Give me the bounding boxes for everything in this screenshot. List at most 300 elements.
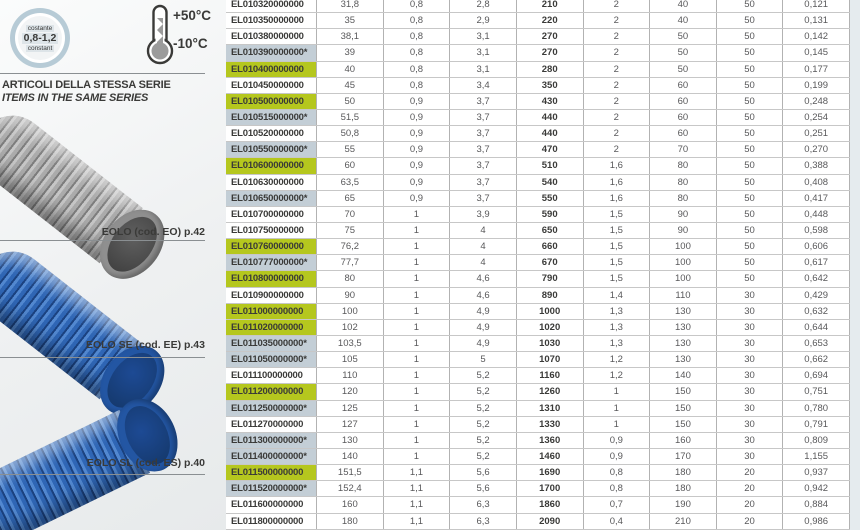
product-caption-eolo: EOLO (cod. EO) p.42 [101,226,205,238]
value-cell: 60 [649,94,716,109]
value-cell: 270 [516,29,583,44]
table-row [226,239,850,255]
table-row [226,384,850,400]
table-row [226,320,850,336]
value-cell: 2 [583,110,650,125]
table-row [226,465,850,481]
value-cell: 30 [716,401,783,416]
series-heading-en: ITEMS IN THE SAME SERIES [2,92,149,104]
value-cell: 150 [649,417,716,432]
value-cell: 30 [716,384,783,399]
value-cell: 0,251 [782,126,850,141]
value-cell: 50 [716,110,783,125]
table-row [226,417,850,433]
value-cell: 60 [649,78,716,93]
value-cell: 2 [583,126,650,141]
value-cell: 0,121 [782,0,850,12]
value-cell: 890 [516,288,583,303]
product-code-cell: EL010760000000 [226,239,316,254]
value-cell: 0,248 [782,94,850,109]
value-cell: 150 [649,384,716,399]
table-row [226,142,850,158]
value-cell: 45 [316,78,383,93]
value-cell: 1 [383,368,450,383]
value-cell: 0,809 [782,433,850,448]
value-cell: 2 [583,94,650,109]
table-row [226,352,850,368]
value-cell: 1 [583,417,650,432]
product-code-cell: EL010900000000 [231,289,304,301]
value-cell: 50 [716,255,783,270]
value-cell: 150 [649,401,716,416]
value-cell: 0,408 [782,175,850,190]
value-cell: 1 [383,417,450,432]
value-cell: 0,662 [782,352,850,367]
product-caption-eolo-sl: EOLO SL (cod. ES) p.40 [86,457,205,469]
value-cell: 1 [383,304,450,319]
value-cell: 0,9 [383,110,450,125]
product-code-cell: EL010320000000 [231,0,304,11]
value-cell: 1,1 [383,497,450,512]
product-code-cell: EL011300000000* [226,433,316,448]
table-row [226,0,850,13]
product-code-cell: EL011035000000* [226,336,316,351]
table-row [226,255,850,271]
value-cell: 1,2 [583,368,650,383]
value-cell: 440 [516,110,583,125]
product-caption-eolo-se: EOLO SE (cod. EE) p.43 [85,339,205,351]
value-cell: 80 [649,158,716,173]
value-cell: 30 [716,368,783,383]
product-code-cell: EL010500000000 [226,94,316,109]
value-cell: 1 [583,384,650,399]
value-cell: 0,617 [782,255,850,270]
value-cell: 1 [383,449,450,464]
series-heading [2,79,171,105]
value-cell: 20 [716,465,783,480]
value-cell: 77,7 [316,255,383,270]
value-cell: 63,5 [316,175,383,190]
table-row [226,207,850,223]
value-cell: 0,942 [782,481,850,496]
value-cell: 0,9 [583,433,650,448]
value-cell: 0,9 [383,142,450,157]
value-cell: 3,7 [449,175,516,190]
value-cell: 90 [316,288,383,303]
value-cell: 1310 [516,401,583,416]
value-cell: 0,417 [782,191,850,206]
value-cell: 35 [316,13,383,28]
value-cell: 40 [316,62,383,77]
value-cell: 160 [316,497,383,512]
value-cell: 55 [316,142,383,157]
badge-value: 0,8-1,2 [23,31,57,44]
value-cell: 1 [383,320,450,335]
value-cell: 70 [316,207,383,222]
constant-pressure-badge [10,8,70,68]
value-cell: 1 [383,239,450,254]
value-cell: 50,8 [316,126,383,141]
value-cell: 1,3 [583,304,650,319]
value-cell: 510 [516,158,583,173]
value-cell: 80 [649,175,716,190]
table-row [226,62,850,78]
value-cell: 4 [449,223,516,238]
value-cell: 5,6 [449,481,516,496]
value-cell: 2 [583,78,650,93]
value-cell: 31,8 [316,0,383,12]
value-cell: 50 [316,94,383,109]
value-cell: 0,177 [782,62,850,77]
value-cell: 50 [716,94,783,109]
table-row [226,110,850,126]
value-cell: 50 [716,0,783,12]
value-cell: 1070 [516,352,583,367]
value-cell: 0,9 [383,175,450,190]
value-cell: 110 [316,368,383,383]
value-cell: 50 [716,239,783,254]
value-cell: 50 [716,191,783,206]
value-cell: 4 [449,239,516,254]
table-row [226,126,850,142]
table-row [226,368,850,384]
value-cell: 1,5 [583,255,650,270]
value-cell: 100 [316,304,383,319]
value-cell: 0,9 [583,449,650,464]
value-cell: 105 [316,352,383,367]
value-cell: 3,7 [449,94,516,109]
value-cell: 0,632 [782,304,850,319]
temperature-min-label: -10°C [173,36,208,51]
badge-ring [15,13,65,63]
value-cell: 4,9 [449,336,516,351]
value-cell: 1160 [516,368,583,383]
value-cell: 151,5 [316,465,383,480]
table-row [226,433,850,449]
value-cell: 790 [516,271,583,286]
product-code-cell: EL011100000000 [231,370,303,382]
value-cell: 2 [583,29,650,44]
product-code-cell: EL011020000000 [226,320,316,335]
table-row [226,481,850,497]
value-cell: 1,4 [583,288,650,303]
value-cell: 590 [516,207,583,222]
badge-inner [18,16,62,60]
table-row [226,191,850,207]
value-cell: 0,606 [782,239,850,254]
value-cell: 30 [716,417,783,432]
value-cell: 30 [716,288,783,303]
product-code-cell: EL011000000000 [226,304,316,319]
divider [0,240,205,241]
value-cell: 1,3 [583,336,650,351]
value-cell: 1,6 [583,175,650,190]
value-cell: 660 [516,239,583,254]
value-cell: 540 [516,175,583,190]
value-cell: 130 [316,433,383,448]
product-code-cell: EL011600000000 [231,499,304,511]
value-cell: 30 [716,336,783,351]
value-cell: 5,2 [449,449,516,464]
value-cell: 0,9 [383,158,450,173]
table-row [226,401,850,417]
product-code-cell: EL010400000000 [226,62,316,77]
value-cell: 1 [383,401,450,416]
value-cell: 0,8 [583,481,650,496]
value-cell: 0,9 [383,94,450,109]
value-cell: 90 [649,223,716,238]
product-code-cell: EL010800000000 [226,271,316,286]
value-cell: 1,1 [383,514,450,529]
value-cell: 50 [716,271,783,286]
value-cell: 160 [649,433,716,448]
value-cell: 100 [649,239,716,254]
value-cell: 180 [316,514,383,529]
value-cell: 1 [383,288,450,303]
value-cell: 0,791 [782,417,850,432]
product-code-cell: EL010750000000 [231,225,304,237]
value-cell: 38,1 [316,29,383,44]
table-row [226,497,850,513]
value-cell: 180 [649,465,716,480]
value-cell: 3,7 [449,142,516,157]
value-cell: 1690 [516,465,583,480]
value-cell: 50 [716,62,783,77]
product-code-cell: EL010650000000* [226,191,316,206]
value-cell: 5 [449,352,516,367]
value-cell: 3,1 [449,29,516,44]
value-cell: 3,4 [449,78,516,93]
value-cell: 5,2 [449,433,516,448]
value-cell: 130 [649,336,716,351]
value-cell: 1 [383,384,450,399]
product-code-cell: EL010450000000 [231,79,304,91]
value-cell: 140 [316,449,383,464]
value-cell: 50 [649,62,716,77]
badge-label-bottom: constant [27,44,53,52]
value-cell: 100 [649,255,716,270]
value-cell: 0,8 [383,62,450,77]
value-cell: 1,1 [383,481,450,496]
value-cell: 1,155 [782,449,850,464]
value-cell: 1 [383,336,450,351]
product-code-cell: EL011400000000* [226,449,316,464]
table-row [226,288,850,304]
product-code-cell: EL010520000000 [231,128,304,140]
value-cell: 2 [583,62,650,77]
value-cell: 1020 [516,320,583,335]
value-cell: 5,2 [449,417,516,432]
value-cell: 130 [649,352,716,367]
value-cell: 70 [649,142,716,157]
value-cell: 0,694 [782,368,850,383]
value-cell: 0,7 [583,497,650,512]
value-cell: 550 [516,191,583,206]
value-cell: 50 [716,175,783,190]
value-cell: 2 [583,142,650,157]
value-cell: 270 [516,45,583,60]
value-cell: 1860 [516,497,583,512]
value-cell: 60 [649,126,716,141]
value-cell: 50 [716,45,783,60]
value-cell: 0,388 [782,158,850,173]
value-cell: 4 [449,255,516,270]
value-cell: 0,145 [782,45,850,60]
table-row [226,175,850,191]
product-code-cell: EL011500000000 [226,465,316,480]
value-cell: 470 [516,142,583,157]
value-cell: 1,6 [583,158,650,173]
value-cell: 0,8 [383,78,450,93]
value-cell: 60 [316,158,383,173]
value-cell: 50 [716,207,783,222]
value-cell: 0,598 [782,223,850,238]
value-cell: 51,5 [316,110,383,125]
value-cell: 0,199 [782,78,850,93]
badge-label-top: costante [27,24,53,32]
value-cell: 3,7 [449,110,516,125]
value-cell: 0,884 [782,497,850,512]
value-cell: 670 [516,255,583,270]
value-cell: 220 [516,13,583,28]
thermometer-icon [146,4,174,71]
value-cell: 1 [383,207,450,222]
value-cell: 0,254 [782,110,850,125]
value-cell: 210 [649,514,716,529]
value-cell: 102 [316,320,383,335]
value-cell: 0,131 [782,13,850,28]
value-cell: 100 [649,271,716,286]
value-cell: 76,2 [316,239,383,254]
value-cell: 50 [716,29,783,44]
value-cell: 127 [316,417,383,432]
value-cell: 1 [383,433,450,448]
value-cell: 0,270 [782,142,850,157]
table-row [226,13,850,29]
value-cell: 1,3 [583,320,650,335]
value-cell: 0,8 [383,13,450,28]
value-cell: 2090 [516,514,583,529]
value-cell: 0,644 [782,320,850,335]
table-row [226,336,850,352]
table-row [226,514,850,530]
value-cell: 0,142 [782,29,850,44]
value-cell: 20 [716,481,783,496]
value-cell: 0,642 [782,271,850,286]
value-cell: 0,8 [383,0,450,12]
value-cell: 1,1 [383,465,450,480]
value-cell: 6,3 [449,514,516,529]
product-code-cell: EL011270000000 [231,418,304,430]
table-row [226,45,850,61]
table-row [226,304,850,320]
value-cell: 50 [716,78,783,93]
value-cell: 110 [649,288,716,303]
value-cell: 2,8 [449,0,516,12]
value-cell: 1700 [516,481,583,496]
value-cell: 350 [516,78,583,93]
value-cell: 50 [649,45,716,60]
value-cell: 50 [716,13,783,28]
value-cell: 40 [649,0,716,12]
value-cell: 1,5 [583,207,650,222]
series-heading-it: ARTICOLI DELLA STESSA SERIE [2,79,171,91]
product-spec-table [226,0,850,530]
value-cell: 60 [649,110,716,125]
table-row [226,78,850,94]
product-code-cell: EL010630000000 [231,176,304,188]
table-row [226,223,850,239]
value-cell: 80 [316,271,383,286]
value-cell: 30 [716,320,783,335]
value-cell: 1 [383,352,450,367]
value-cell: 1360 [516,433,583,448]
value-cell: 0,8 [383,45,450,60]
value-cell: 65 [316,191,383,206]
left-panel [0,0,226,530]
value-cell: 120 [316,384,383,399]
value-cell: 130 [649,320,716,335]
value-cell: 50 [716,142,783,157]
value-cell: 5,2 [449,368,516,383]
value-cell: 3,9 [449,207,516,222]
product-code-cell: EL010600000000 [226,158,316,173]
divider [0,73,205,74]
value-cell: 4,9 [449,304,516,319]
value-cell: 30 [716,304,783,319]
value-cell: 0,4 [583,514,650,529]
value-cell: 1 [583,401,650,416]
value-cell: 0,448 [782,207,850,222]
product-code-cell: EL011200000000 [226,384,316,399]
table-row [226,94,850,110]
product-code-cell: EL010380000000 [231,31,304,43]
product-code-cell: EL010550000000* [226,142,316,157]
product-code-cell: EL010777000000* [226,255,316,270]
value-cell: 0,8 [383,29,450,44]
value-cell: 2 [583,0,650,12]
value-cell: 170 [649,449,716,464]
table-row [226,29,850,45]
value-cell: 3,7 [449,191,516,206]
value-cell: 0,9 [383,126,450,141]
value-cell: 1460 [516,449,583,464]
value-cell: 0,8 [583,465,650,480]
value-cell: 3,7 [449,158,516,173]
value-cell: 125 [316,401,383,416]
value-cell: 50 [649,29,716,44]
value-cell: 140 [649,368,716,383]
value-cell: 650 [516,223,583,238]
value-cell: 440 [516,126,583,141]
value-cell: 1,6 [583,191,650,206]
divider [0,357,205,358]
value-cell: 4,9 [449,320,516,335]
product-code-cell: EL010515000000* [226,110,316,125]
value-cell: 1,5 [583,223,650,238]
value-cell: 1260 [516,384,583,399]
product-code-cell: EL011520000000* [226,481,316,496]
value-cell: 2 [583,45,650,60]
value-cell: 210 [516,0,583,12]
value-cell: 152,4 [316,481,383,496]
value-cell: 130 [649,304,716,319]
divider [0,474,205,475]
value-cell: 40 [649,13,716,28]
value-cell: 20 [716,497,783,512]
value-cell: 5,2 [449,384,516,399]
value-cell: 0,653 [782,336,850,351]
